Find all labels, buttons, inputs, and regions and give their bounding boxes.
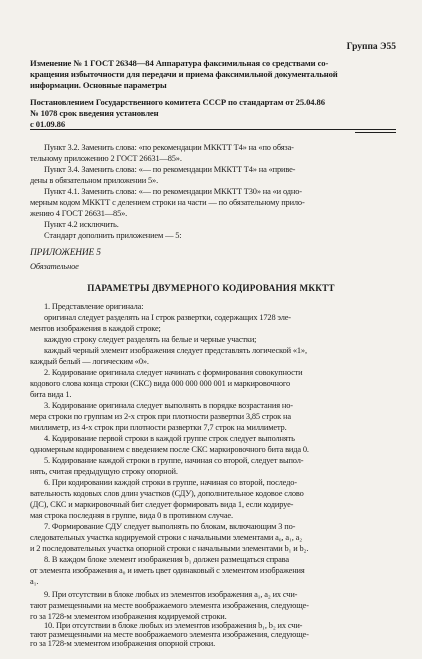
paragraph-line: a₁. bbox=[30, 577, 39, 586]
amendment-line-3: информации. Основные параметры bbox=[30, 80, 167, 90]
amendment-line-2: кращения избыточности для передачи и приема факсимильной документальной bbox=[30, 69, 338, 79]
change-line: дены в обязательном приложении 5». bbox=[30, 176, 159, 185]
change-line: мерным кодом МККТТ с делением строки на части — по обязательному прило- bbox=[30, 198, 305, 207]
paragraph-line: (ДС), СКС и маркировочный бит следует формировать вида 1, если кодируе- bbox=[30, 500, 294, 509]
paragraph-line: мера строки по группам из 2-х строк при плотности развертки 3,85 строк на bbox=[30, 412, 291, 421]
paragraph-line: тают размещенными на месте воображаемого элемента изображения, следующе- bbox=[30, 601, 309, 610]
change-line: Пункт 4.2 исключить. bbox=[44, 220, 119, 229]
change-line: Пункт 4.1. Заменить слова: «— по рекомендации МККТТ Т30» на «и одно- bbox=[44, 187, 302, 196]
paragraph-line: от элемента изображения a₀ и иметь цвет одинаковый с элементом изображения bbox=[30, 566, 305, 575]
paragraph-line: каждый черный элемент изображения следует представлять логической «1», bbox=[44, 346, 307, 355]
paragraph-line: 1. Представление оригинала: bbox=[44, 302, 144, 311]
paragraph-line: тают размещенными на месте воображаемого элемента изображения, следующе- bbox=[30, 630, 309, 639]
paragraph-line: 10. При отсутствии в блоке любых из элементов изображения b₁, b₂ их счи- bbox=[44, 621, 303, 630]
appendix-label: ПРИЛОЖЕНИЕ 5 bbox=[30, 248, 101, 258]
paragraph-line: го за 1728-м элементом изображения кодируемой строки. bbox=[30, 612, 227, 621]
paragraph-line: вательность кодовых слов длин участков (СДУ), дополнительное кодовое слово bbox=[30, 489, 304, 498]
paragraph-line: ментов изображения в каждой строке; bbox=[30, 324, 161, 333]
effective-date: с 01.09.86 bbox=[30, 119, 396, 130]
paragraph-line: одномерным кодированием с введением после СКС маркировочного бита вида 0. bbox=[30, 445, 309, 454]
paragraph-line: мая строка последняя в группе, вида 0 в противном случае. bbox=[30, 511, 233, 520]
paragraph-line: 2. Кодирование оригинала следует начинать с формирования совокупности bbox=[44, 368, 303, 377]
paragraph-line: каждую строку следует разделять на белые и черные участки; bbox=[44, 335, 257, 344]
paragraph-line: 3. Кодирование оригинала следует выполнять в порядке возрастания но- bbox=[44, 401, 293, 410]
change-line: жению 4 ГОСТ 26631—85». bbox=[30, 209, 128, 218]
paragraph-line: 7. Формирование СДУ следует выполнять по блокам, включающим 3 по- bbox=[44, 522, 296, 531]
change-line: тельному приложению 2 ГОСТ 26631—85». bbox=[30, 154, 182, 163]
change-line: Пункт 3.4. Заменить слова: «— по рекомендации МККТТ Т4» на «приве- bbox=[44, 165, 296, 174]
paragraph-line: миллиметр, из 4-х строк при плотности развертки 7,7 строк на миллиметр. bbox=[30, 423, 287, 432]
paragraph-line: 5. Кодирование каждой строки в группе, начиная со второй, следует выпол- bbox=[44, 456, 304, 465]
paragraph-line: бита вида 1. bbox=[30, 390, 72, 399]
paragraph-line: 8. В каждом блоке элемент изображения b₁ должен размещаться справа bbox=[44, 555, 289, 564]
appendix-status: Обязательное bbox=[30, 262, 79, 271]
change-line: Пункт 3.2. Заменить слова: «по рекомендации МККТТ Т4» на «по обяза- bbox=[44, 143, 294, 152]
date-rule bbox=[355, 132, 396, 133]
change-line: Стандарт дополнить приложением — 5: bbox=[44, 231, 182, 240]
paragraph-line: кодового слова конца строки (СКС) вида 000 000 000 001 и маркировочного bbox=[30, 379, 290, 388]
group-label: Группа Э55 bbox=[346, 42, 396, 52]
paragraph-line: каждый белый — логическим «0». bbox=[30, 357, 149, 366]
paragraph-line: 9. При отсутствии в блоке любых из элементов изображения a₁, a₂ их счи- bbox=[44, 590, 298, 599]
paragraph-line: оригинал следует разделять на I строк развертки, содержащих 1728 эле- bbox=[44, 313, 291, 322]
paragraph-line: 4. Кодирование первой строки в каждой группе строк следует выполнять bbox=[44, 434, 295, 443]
paragraph-line: и 2 последовательных участка опорной строки с начальными элементами b₁ и b₂. bbox=[30, 544, 309, 553]
amendment-line-1: Изменение № 1 ГОСТ 26348—84 Аппаратура факсимильная со средствами со- bbox=[30, 58, 329, 68]
decree-line-1: Постановлением Государственного комитета СССР по стандартам от 25.04.86 bbox=[30, 97, 325, 107]
appendix-title: ПАРАМЕТРЫ ДВУМЕРНОГО КОДИРОВАНИЯ МККТТ bbox=[87, 283, 335, 293]
paragraph-line: нять, считая предыдущую строку опорной. bbox=[30, 467, 178, 476]
paragraph-line: следовательных участка кодируемой строки с начальными элементами a₀, a₁, a₂ bbox=[30, 533, 302, 542]
decree-line-2: № 1078 срок введения установлен bbox=[30, 108, 159, 118]
paragraph-line: 6. При кодировании каждой строки в группе, начиная со второй, последо- bbox=[44, 478, 297, 487]
paragraph-line: го за 1728-м элементом изображения опорной строки. bbox=[30, 639, 216, 648]
